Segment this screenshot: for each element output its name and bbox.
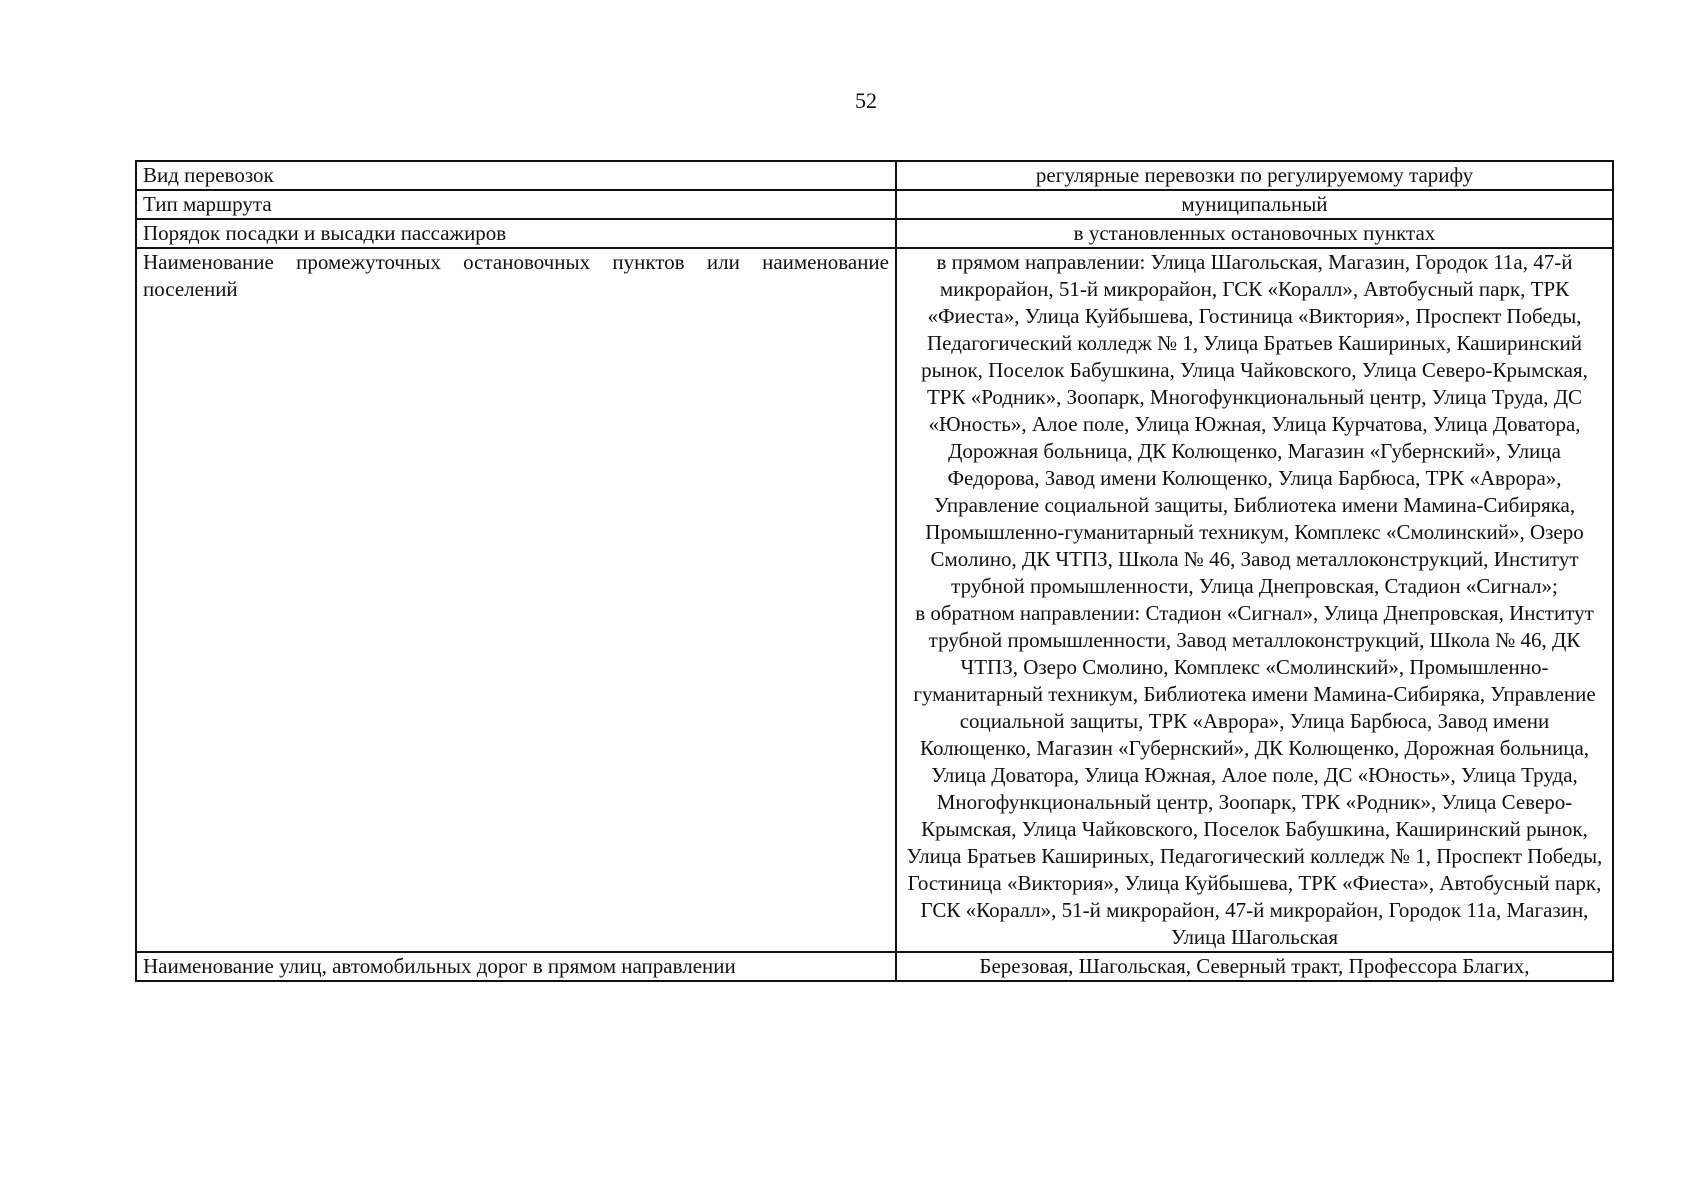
forward-streets-label: Наименование улиц, автомобильных дорог в прямом направлении <box>136 952 896 981</box>
forward-streets-value: Березовая, Шагольская, Северный тракт, Профессора Благих, <box>896 952 1613 981</box>
transport-type-value: регулярные перевозки по регулируемому тарифу <box>896 161 1613 190</box>
table-row-route-type <box>136 190 1613 219</box>
table-row-intermediate-stops <box>136 248 1613 952</box>
route-type-label: Тип маршрута <box>136 190 896 219</box>
intermediate-stops-value <box>896 248 1613 952</box>
transport-type-label: Вид перевозок <box>136 161 896 190</box>
route-type-value: муниципальный <box>896 190 1613 219</box>
route-passport-table <box>135 160 1614 982</box>
forward-direction-stops: в прямом направлении: Улица Шагольская, Магазин, Городок 11а, 47-й микрорайон, 51-й микрорайон, ГСК «Коралл», Автобусный парк, ТРК «Фиеста», Улица Куйбышева, Гостиница «Виктория», Проспект Победы, Педагогический колледж № 1, Улица Братьев Кашириных, Каширинский рынок, Поселок Бабушкина, Улица Чайковского, Улица Северо-Крымская, ТРК «Родник», Зоопарк, Многофункциональный центр, Улица Труда, ДС «Юность», Алое поле, Улица Южная, Улица Курчатова, Улица Доватора, Дорожная больница, ДК Колющенко, Магазин «Губернский», Улица Федорова, Завод имени Колющенко, Улица Барбюса, ТРК «Аврора», Управление социальной защиты, Библиотека имени Мамина-Сибиряка, Промышленно-гуманитарный техникум, Комплекс «Смолинский», Озеро Смолино, ДК ЧТПЗ, Школа № 46, Завод металлоконструкций, Институт трубной промышленности, Улица Днепровская, Стадион «Сигнал»; <box>921 250 1588 598</box>
boarding-order-label: Порядок посадки и высадки пассажиров <box>136 219 896 248</box>
table-row-forward-streets <box>136 952 1613 981</box>
backward-direction-stops: в обратном направлении: Стадион «Сигнал», Улица Днепровская, Институт трубной промышленности, Завод металлоконструкций, Школа № 46, ДК ЧТПЗ, Озеро Смолино, Комплекс «Смолинский», Промышленно-гуманитарный техникум, Библиотека имени Мамина-Сибиряка, Управление социальной защиты, ТРК «Аврора», Улица Барбюса, Завод имени Колющенко, Магазин «Губернский», ДК Колющенко, Дорожная больница, Улица Доватора, Улица Южная, Алое поле, ДС «Юность», Улица Труда, Многофункциональный центр, Зоопарк, ТРК «Родник», Улица Северо-Крымская, Улица Чайковского, Поселок Бабушкина, Каширинский рынок, Улица Братьев Кашириных, Педагогический колледж № 1, Проспект Победы, Гостиница «Виктория», Улица Куйбышева, ТРК «Фиеста», Автобусный парк, ГСК «Коралл», 51-й микрорайон, 47-й микрорайон, Городок 11а, Магазин, Улица Шагольская <box>906 601 1603 949</box>
boarding-order-value: в установленных остановочных пунктах <box>896 219 1613 248</box>
table-row-transport-type <box>136 161 1613 190</box>
table-row-boarding-order <box>136 219 1613 248</box>
intermediate-stops-label: Наименование промежуточных остановочных пунктов или наименование поселений <box>136 248 896 952</box>
page-number: 52 <box>855 88 877 113</box>
